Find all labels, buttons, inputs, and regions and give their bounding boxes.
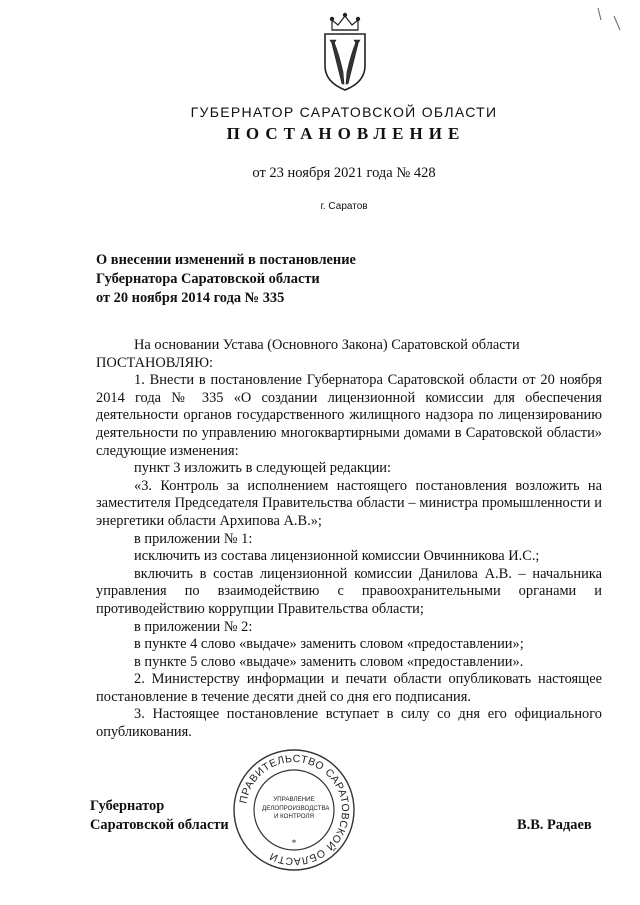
coat-of-arms-emblem [315, 10, 375, 92]
clause-1-appendix-1-include: включить в состав лицензионной комиссии Данилова А.В. – начальника управления по взаимодействию с правоохранительными органами и противодействию коррупции Правительства области; [96, 565, 602, 617]
clause-3: 3. Настоящее постановление вступает в силу со дня его официального опубликования. [96, 706, 602, 741]
clause-2: 2. Министерству информации и печати области опубликовать настоящее постановление в течение десяти дней со дня его подписания. [96, 671, 602, 705]
signatory-title [90, 797, 229, 835]
clause-1: 1. Внести в постановление Губернатора Саратовской области от 20 ноября 2014 года № 335 «О создании лицензионной комиссии для обеспечения деятельности органов государственного жилищного надзора по лицензированию деятельности по управлению многоквартирными домами в Саратовской области» следующие изменения: [96, 372, 602, 459]
signatory-title-line: Губернатор [90, 798, 165, 814]
stamp-inner-line: УПРАВЛЕНИЕ [273, 796, 315, 803]
document-type-title: ПОСТАНОВЛЕНИЕ [226, 124, 466, 143]
official-stamp [232, 748, 356, 872]
clause-1-point-3-text: «3. Контроль за исполнением настоящего постановления возложить на заместителя Председателя Правительства области – министра промышленности и энергетики области Архипова А.В.»; [96, 477, 602, 529]
stamp-ring-text: ПРАВИТЕЛЬСТВО САРАТОВСКОЙ ОБЛАСТИ [237, 752, 352, 868]
clause-1-point-3-intro: пункт 3 изложить в следующей редакции: [134, 460, 391, 477]
preamble-text: На основании Устава (Основного Закона) Саратовской области [134, 337, 520, 353]
place-of-issue: г. Саратов [320, 201, 368, 212]
document-date-number: от 23 ноября 2021 года № 428 [252, 165, 436, 181]
signatory-title-line: Саратовской области [90, 817, 229, 833]
issuing-office: ГУБЕРНАТОР САРАТОВСКОЙ ОБЛАСТИ [190, 104, 498, 120]
clause-1-appendix-2-point-5: в пункте 5 слово «выдаче» заменить словом «предоставлении». [134, 653, 524, 670]
subject-line: Губернатора Саратовской области [96, 271, 320, 288]
clause-1-appendix-2-point-4: в пункте 4 слово «выдаче» заменить словом «предоставлении»; [134, 636, 524, 653]
stamp-inner-text [262, 796, 330, 822]
corner-pen-mark [594, 6, 622, 34]
stamp-inner-line: И КОНТРОЛЯ [273, 813, 315, 821]
document-body [96, 337, 602, 742]
subject-line: от 20 ноября 2014 года № 335 [96, 290, 285, 307]
stamp-star: * [291, 838, 297, 848]
clause-1-appendix-1-exclude: исключить из состава лицензионной комиссии Овчинникова И.С.; [134, 548, 540, 565]
signatory-name: В.В. Радаев [517, 817, 592, 833]
subject-line: О внесении изменений в постановление [96, 252, 356, 268]
document-subject [96, 251, 356, 309]
clause-1-appendix-1-intro: в приложении № 1: [134, 530, 253, 547]
stamp-inner-line: ДЕЛОПРОИЗВОДСТВА [262, 804, 330, 812]
resolves-word: ПОСТАНОВЛЯЮ: [96, 354, 214, 371]
clause-1-appendix-2-intro: в приложении № 2: [134, 618, 253, 635]
